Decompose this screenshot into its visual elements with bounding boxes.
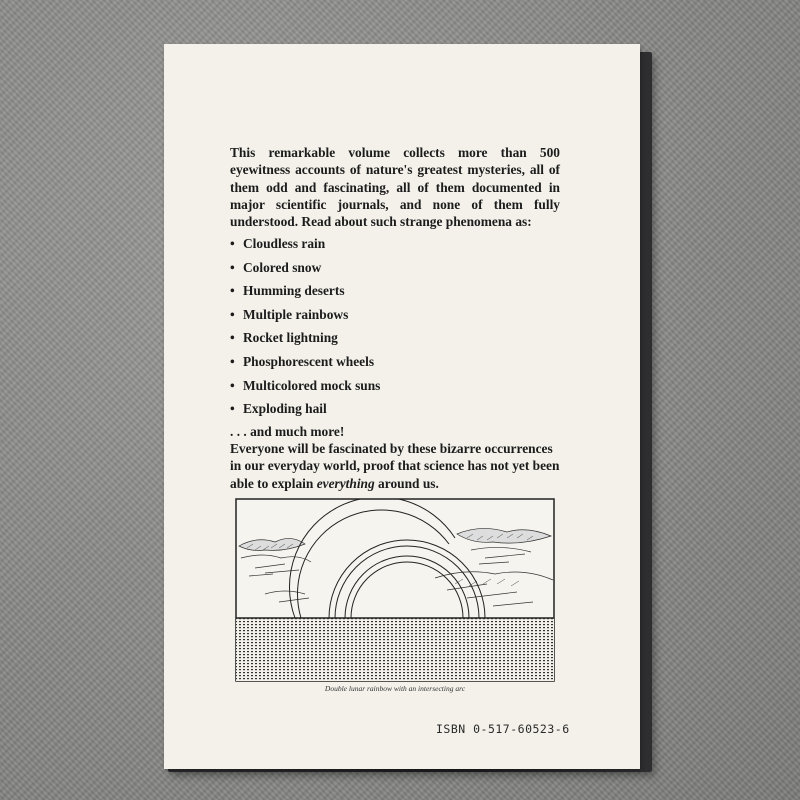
list-item: • Humming deserts: [230, 283, 345, 299]
list-item: • Exploding hail: [230, 401, 327, 417]
bullet-icon: •: [230, 353, 235, 369]
bullet-icon: •: [230, 236, 235, 251]
lunar-rainbow-illustration: [235, 498, 555, 682]
bullet-icon: •: [230, 283, 235, 299]
closing-paragraph: Everyone will be fascinated by these bizarre occurrences in our everyday world, proof that science has not yet been able to explain everything around us.: [230, 441, 560, 491]
list-item: • Multicolored mock suns: [230, 377, 381, 393]
list-item: • Rocket lightning: [230, 330, 338, 346]
isbn-number: ISBN 0-517-60523-6: [436, 722, 570, 736]
much-more-text: . . . and much more!: [230, 424, 345, 439]
bullet-icon: •: [230, 401, 235, 417]
bullet-icon: •: [230, 330, 235, 346]
book-back-cover: [164, 44, 640, 769]
list-item: • Phosphorescent wheels: [230, 353, 375, 369]
list-item: • Multiple rainbows: [230, 306, 349, 322]
list-item: • Cloudless rain: [230, 236, 326, 251]
emphasis-word: everything: [316, 475, 375, 491]
illustration-caption: Double lunar rainbow with an intersecting arc: [324, 684, 466, 693]
blurb-text: This remarkable volume collects more than 500 eyewitness accounts of nature's greatest mysteries, all of them odd and fascinating, all of them documented in major scientific journals, and none of them fully understood. Read about such strange phenomena as:: [230, 145, 560, 230]
bullet-icon: •: [230, 377, 235, 393]
list-item: • Colored snow: [230, 259, 322, 275]
bullet-icon: •: [230, 259, 235, 275]
bullet-icon: •: [230, 306, 235, 322]
phenomena-list: [230, 235, 380, 424]
